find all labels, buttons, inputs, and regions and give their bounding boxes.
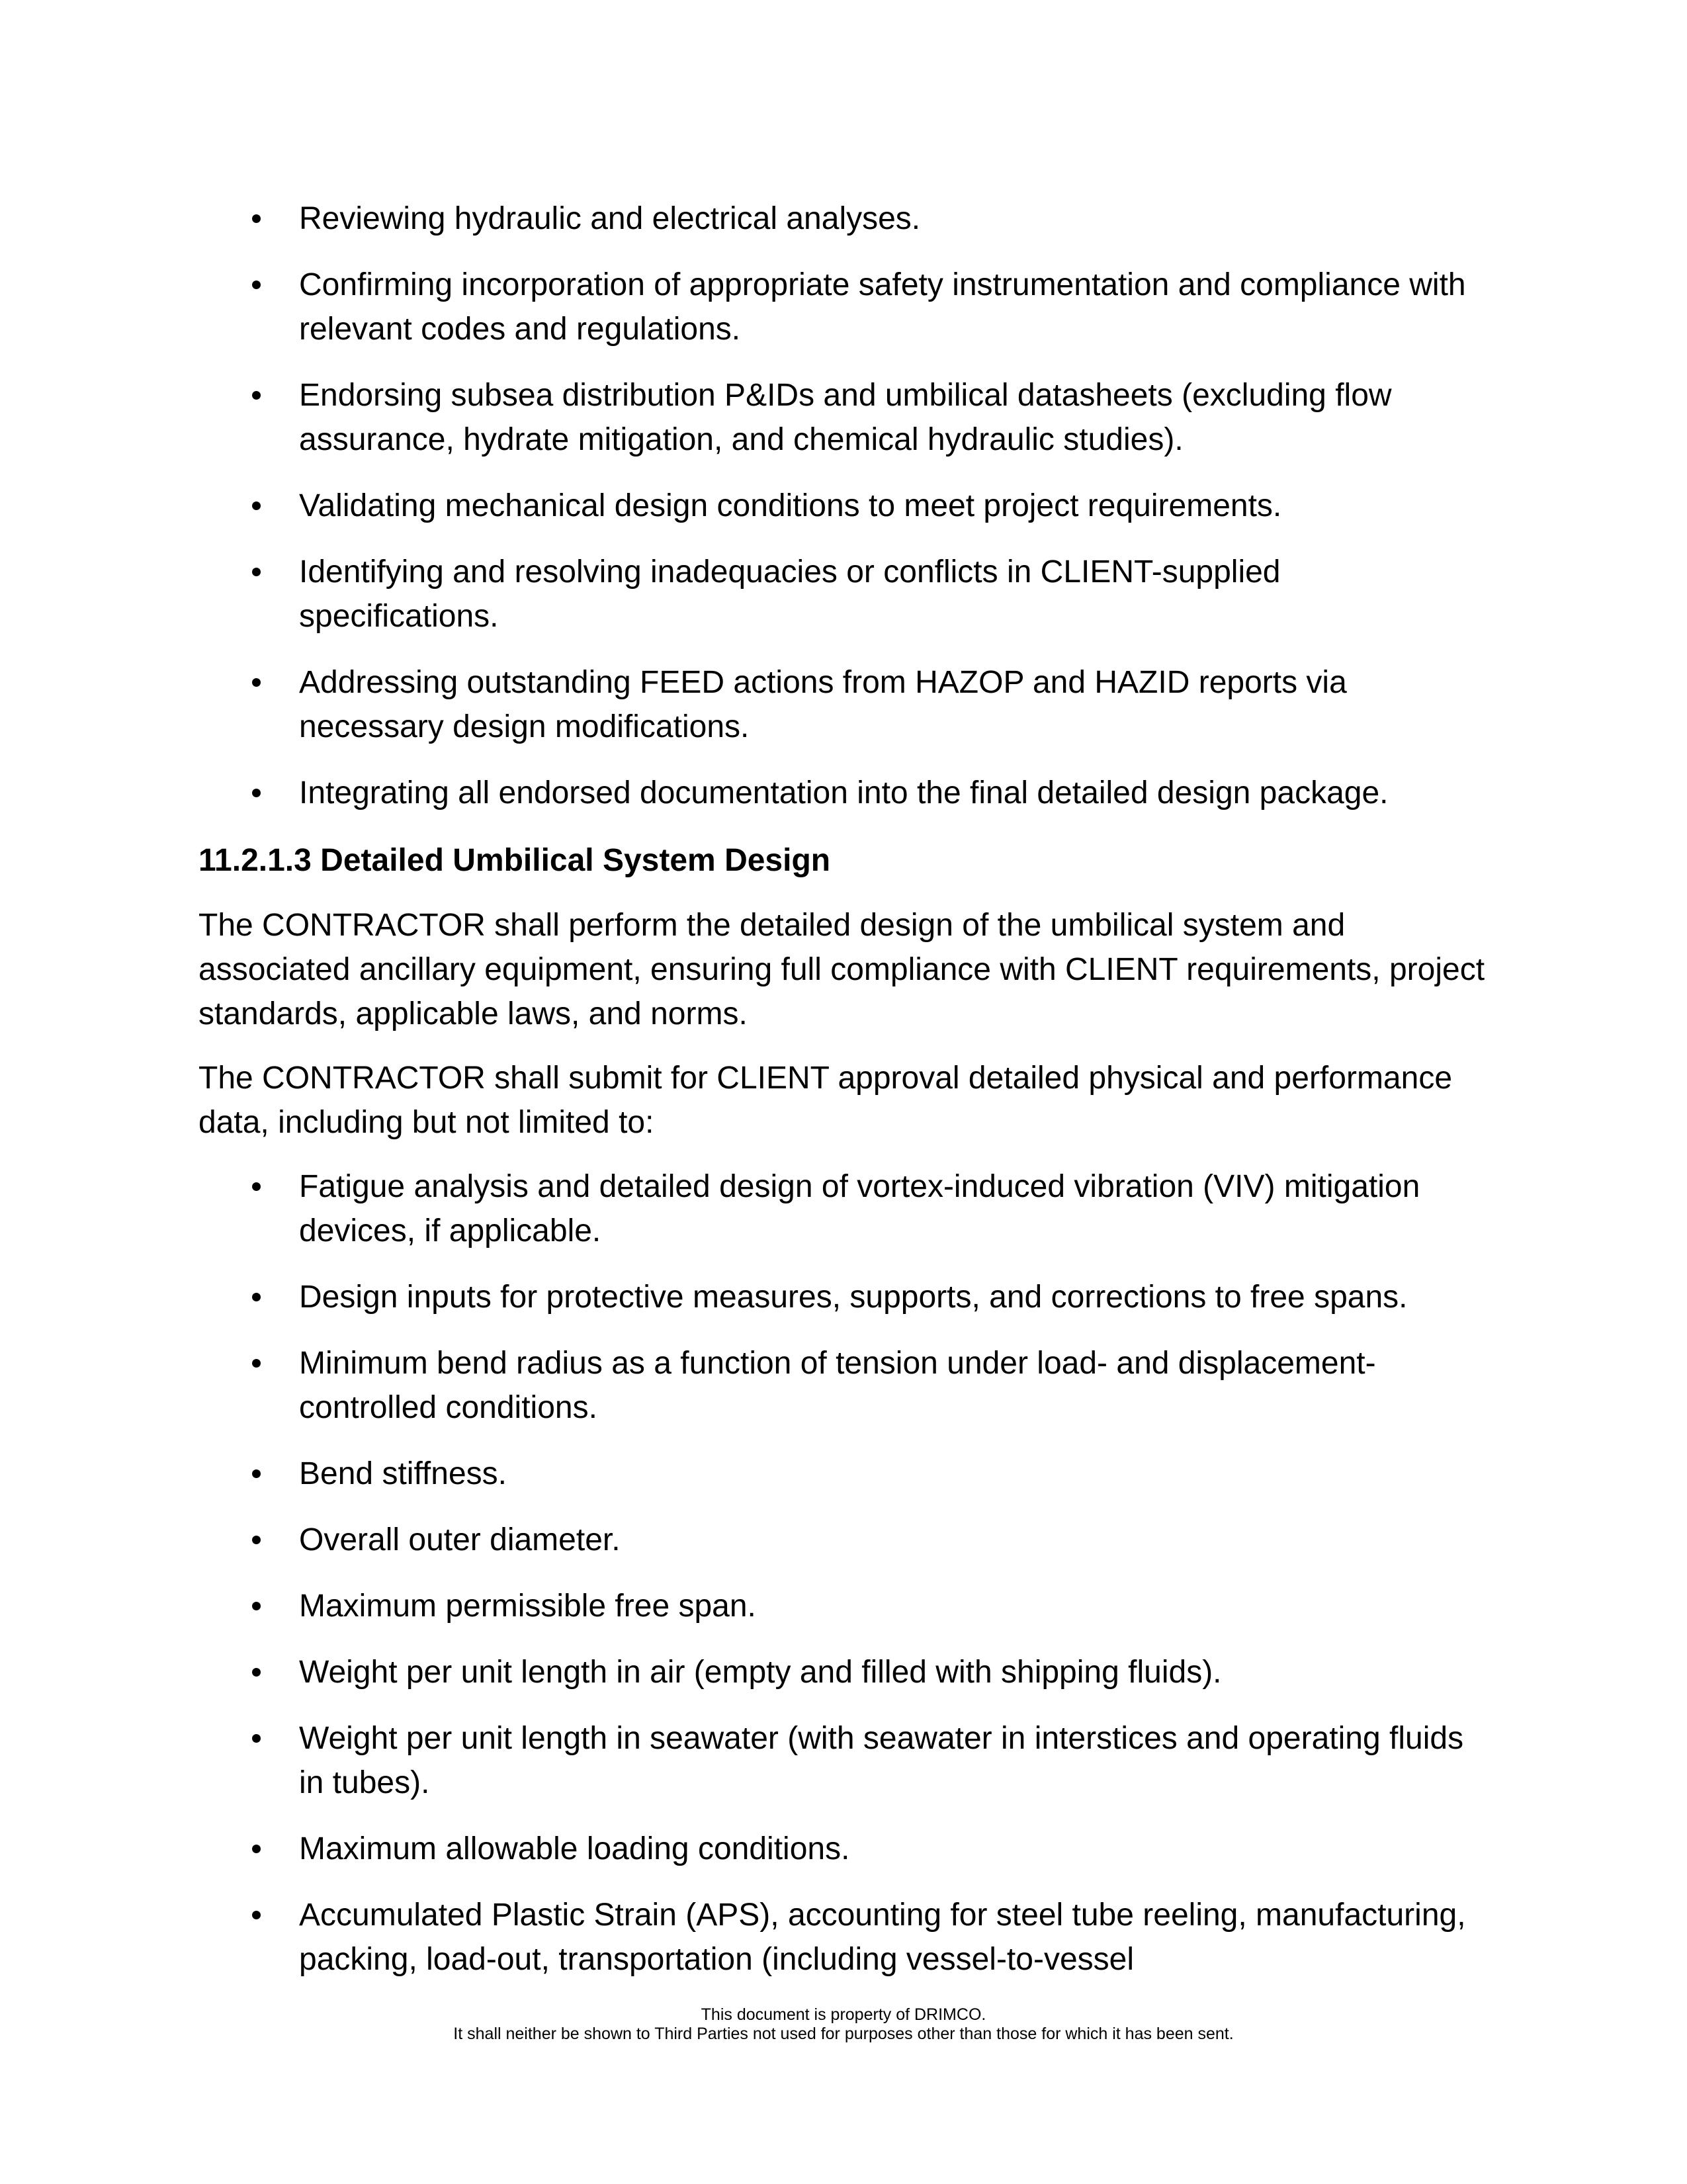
bullet-icon [252, 1293, 261, 1301]
bullet-icon [252, 1469, 261, 1478]
bullet-item [198, 771, 1489, 815]
bullet-icon [252, 1734, 261, 1743]
bullet-text: Minimum bend radius as a function of tension under load- and displacement-controlled conditions. [299, 1346, 1376, 1425]
bullet-item [198, 1275, 1489, 1319]
bullet-item [198, 1452, 1489, 1496]
bullet-text: Confirming incorporation of appropriate safety instrumentation and compliance with relevant codes and regulations. [299, 267, 1466, 347]
bullet-icon [252, 1668, 261, 1677]
bullet-icon [252, 1845, 261, 1853]
bullet-text: Weight per unit length in seawater (with seawater in interstices and operating fluids in tubes). [299, 1721, 1464, 1800]
bullet-text: Maximum allowable loading conditions. [299, 1831, 850, 1866]
bullet-item [198, 1893, 1489, 1982]
bullet-item [198, 1650, 1489, 1694]
data-bullet-list [198, 1164, 1489, 1982]
paragraph-submit-intro: The CONTRACTOR shall submit for CLIENT approval detailed physical and performance data, including but not limited to: [198, 1061, 1453, 1140]
document-content [198, 197, 1489, 2003]
bullet-item [198, 197, 1489, 241]
bullet-item [198, 1518, 1489, 1562]
bullet-icon [252, 1602, 261, 1610]
footer-line-2: It shall neither be shown to Third Parties not used for purposes other than those for which it has been sent. [453, 2025, 1234, 2043]
bullet-text: Endorsing subsea distribution P&IDs and umbilical datasheets (excluding flow assurance, hydrate mitigation, and chemical hydraulic studies). [299, 378, 1392, 457]
bullet-text: Validating mechanical design conditions to meet project requirements. [299, 488, 1282, 523]
bullet-icon [252, 214, 261, 223]
bullet-text: Reviewing hydraulic and electrical analyses. [299, 201, 921, 236]
bullet-item [198, 660, 1489, 749]
bullet-text: Addressing outstanding FEED actions from HAZOP and HAZID reports via necessary design modifications. [299, 665, 1347, 744]
bullet-icon [252, 502, 261, 510]
bullet-item [198, 484, 1489, 528]
bullet-icon [252, 568, 261, 576]
bullet-item [198, 550, 1489, 638]
bullet-item [198, 1827, 1489, 1871]
bullet-text: Fatigue analysis and detailed design of vortex-induced vibration (VIV) mitigation devices, if applicable. [299, 1169, 1420, 1248]
paragraph-detailed-design: The CONTRACTOR shall perform the detailed design of the umbilical system and associated ancillary equipment, ensuring full compliance with CLIENT requirements, project standards, applicable laws, and norms. [198, 908, 1485, 1031]
bullet-icon [252, 1182, 261, 1191]
page-footer [0, 2005, 1687, 2044]
bullet-icon [252, 281, 261, 289]
bullet-text: Overall outer diameter. [299, 1522, 621, 1557]
footer-line-1: This document is property of DRIMCO. [701, 2005, 986, 2024]
bullet-item [198, 373, 1489, 462]
bullet-item [198, 1584, 1489, 1628]
bullet-item [198, 263, 1489, 351]
bullet-icon [252, 678, 261, 687]
bullet-icon [252, 1536, 261, 1544]
bullet-text: Bend stiffness. [299, 1456, 507, 1491]
bullet-text: Maximum permissible free span. [299, 1589, 756, 1624]
bullet-text: Identifying and resolving inadequacies or conflicts in CLIENT-supplied specifications. [299, 554, 1281, 634]
scope-bullet-list [198, 197, 1489, 815]
bullet-item [198, 1164, 1489, 1253]
bullet-item [198, 1716, 1489, 1805]
bullet-icon [252, 789, 261, 797]
bullet-icon [252, 1359, 261, 1368]
bullet-item [198, 1341, 1489, 1430]
bullet-icon [252, 1911, 261, 1919]
bullet-text: Integrating all endorsed documentation into the final detailed design package. [299, 775, 1389, 810]
bullet-text: Design inputs for protective measures, supports, and corrections to free spans. [299, 1280, 1408, 1315]
bullet-icon [252, 391, 261, 400]
bullet-text: Accumulated Plastic Strain (APS), accounting for steel tube reeling, manufacturing, packing, load-out, transportation (including vessel-to-vessel [299, 1898, 1466, 1977]
section-heading: 11.2.1.3 Detailed Umbilical System Design [198, 843, 831, 878]
bullet-text: Weight per unit length in air (empty and filled with shipping fluids). [299, 1655, 1222, 1690]
